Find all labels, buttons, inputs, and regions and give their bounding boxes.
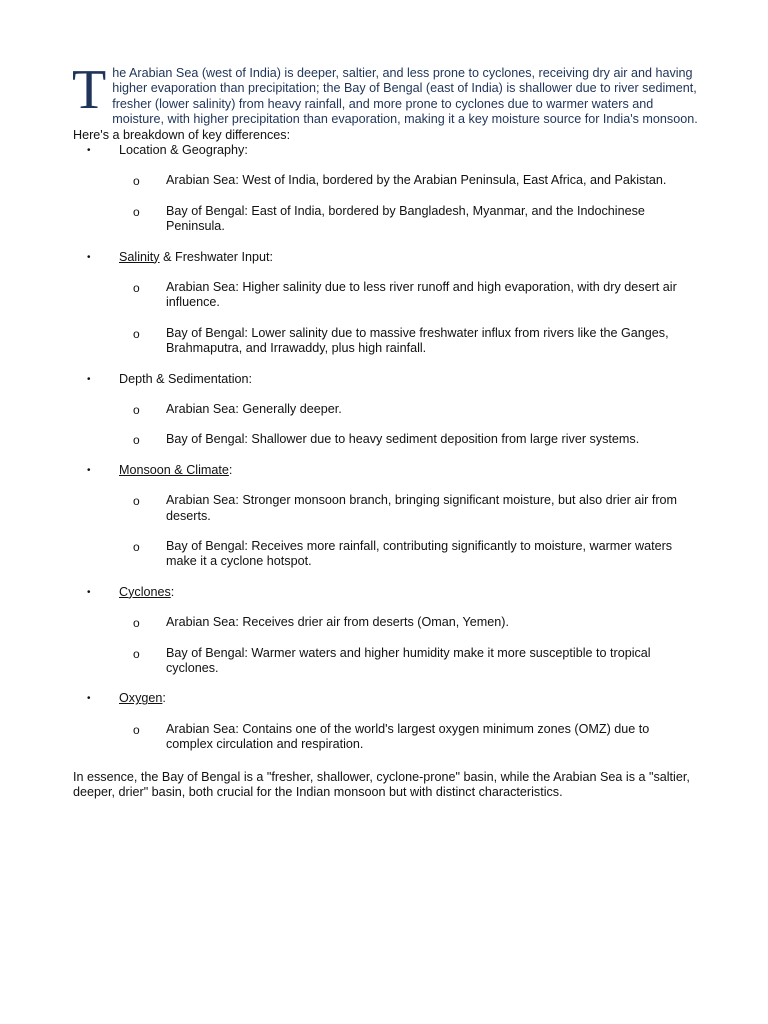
subtopic-list xyxy=(119,493,698,570)
circle-bullet-icon: o xyxy=(133,616,140,631)
subtopic-text: Bay of Bengal: Receives more rainfall, contributing significantly to moisture, warmer waters make it a cyclone hotspot. xyxy=(166,539,673,569)
topic-depth-sedimentation xyxy=(73,372,698,448)
topic-oxygen xyxy=(73,691,698,752)
subtopic-text: Bay of Bengal: Warmer waters and higher humidity make it more susceptible to tropical cyclones. xyxy=(166,645,651,676)
bullet-icon: • xyxy=(87,586,91,598)
bullet-icon: • xyxy=(87,373,91,385)
circle-bullet-icon: o xyxy=(133,433,140,448)
topic-label: Location & Geography: xyxy=(119,143,248,158)
subtopic-text: Arabian Sea: Generally deeper. xyxy=(166,402,342,417)
topic-label xyxy=(119,585,698,600)
subtopic-text: Bay of Bengal: Shallower due to heavy sediment deposition from large river systems. xyxy=(166,432,640,447)
bullet-icon: • xyxy=(87,693,91,705)
drop-cap: T xyxy=(72,59,107,121)
subtopic-list xyxy=(119,280,698,357)
circle-bullet-icon: o xyxy=(133,646,140,661)
underlined-term: Cyclones xyxy=(119,584,171,599)
intro-paragraph xyxy=(72,59,698,128)
subtopic-item xyxy=(119,493,698,524)
circle-bullet-icon: o xyxy=(133,494,140,509)
subtopic-list xyxy=(119,173,698,234)
document-page xyxy=(72,59,698,801)
circle-bullet-icon: o xyxy=(133,204,140,219)
subtopic-list xyxy=(119,615,698,676)
topic-label: Depth & Sedimentation: xyxy=(119,371,253,386)
bullet-icon: • xyxy=(87,251,91,263)
subtopic-text: Bay of Bengal: Lower salinity due to massive freshwater influx from rivers like the Ganges, Brahmaputra, and Irrawaddy, plus high rainfall. xyxy=(166,325,669,356)
topic-salinity xyxy=(73,250,698,357)
circle-bullet-icon: o xyxy=(133,174,140,189)
topic-monsoon-climate xyxy=(73,463,698,570)
intro-text: he Arabian Sea (west of India) is deeper, saltier, and less prone to cyclones, receiving dry air and having higher evaporation than precipitation; the Bay of Bengal (east of India) is shallower due to river sediment, fresher (lower salinity) from heavy rainfall, and more prone to cyclones due to warmer waters and moisture, with higher precipitation than evaporation, making it a key moisture source for India's monsoon. xyxy=(112,66,698,127)
topic-label-rest: : xyxy=(170,584,175,599)
topic-list xyxy=(73,143,698,753)
subtopic-item xyxy=(119,280,698,311)
topic-label-rest: : xyxy=(162,691,166,706)
subtopic-text: Bay of Bengal: East of India, bordered by Bangladesh, Myanmar, and the Indochinese Peninsula. xyxy=(166,203,645,234)
circle-bullet-icon: o xyxy=(133,722,140,737)
topic-cyclones xyxy=(73,585,698,677)
topic-location-geography xyxy=(73,143,698,235)
bullet-icon: • xyxy=(87,464,91,476)
bullet-icon: • xyxy=(87,145,91,157)
subtopic-text: Arabian Sea: Contains one of the world's largest oxygen minimum zones (OMZ) due to complex circulation and respiration. xyxy=(166,721,650,752)
circle-bullet-icon: o xyxy=(133,403,140,418)
topic-label xyxy=(119,691,698,706)
circle-bullet-icon: o xyxy=(133,281,140,296)
subtopic-item xyxy=(119,173,698,188)
subtopic-text: Arabian Sea: Receives drier air from deserts (Oman, Yemen). xyxy=(166,615,509,630)
subtopic-item xyxy=(119,722,698,753)
subtopic-text: Arabian Sea: West of India, bordered by the Arabian Peninsula, East Africa, and Pakistan. xyxy=(166,173,667,188)
subtopic-item xyxy=(119,204,698,235)
topic-label xyxy=(119,250,698,265)
subtopic-item xyxy=(119,539,698,570)
underlined-term: Monsoon & Climate xyxy=(119,462,229,477)
topic-label-rest: : xyxy=(228,462,233,477)
subtopic-text: Arabian Sea: Higher salinity due to less river runoff and high evaporation, with dry desert air influence. xyxy=(166,280,677,310)
underlined-term: Oxygen xyxy=(119,691,163,706)
subtopic-item xyxy=(119,615,698,630)
subtopic-item xyxy=(119,432,698,447)
circle-bullet-icon: o xyxy=(133,540,140,555)
underlined-term: Salinity xyxy=(119,249,160,264)
subtopic-text: Arabian Sea: Stronger monsoon branch, bringing significant moisture, but also drier air from deserts. xyxy=(166,493,678,523)
circle-bullet-icon: o xyxy=(133,326,140,341)
closing-paragraph: In essence, the Bay of Bengal is a "fresher, shallower, cyclone-prone" basin, while the Arabian Sea is a "saltier, deeper, drier" basin, both crucial for the Indian monsoon but with distinct characteristics. xyxy=(73,769,690,800)
subtopic-item xyxy=(119,326,698,357)
lead-sentence: Here's a breakdown of key differences: xyxy=(73,127,291,142)
subtopic-list xyxy=(119,722,698,753)
topic-label-rest: & Freshwater Input: xyxy=(159,249,274,264)
topic-label xyxy=(119,463,698,478)
subtopic-item xyxy=(119,402,698,417)
subtopic-list xyxy=(119,402,698,448)
subtopic-item xyxy=(119,646,698,677)
